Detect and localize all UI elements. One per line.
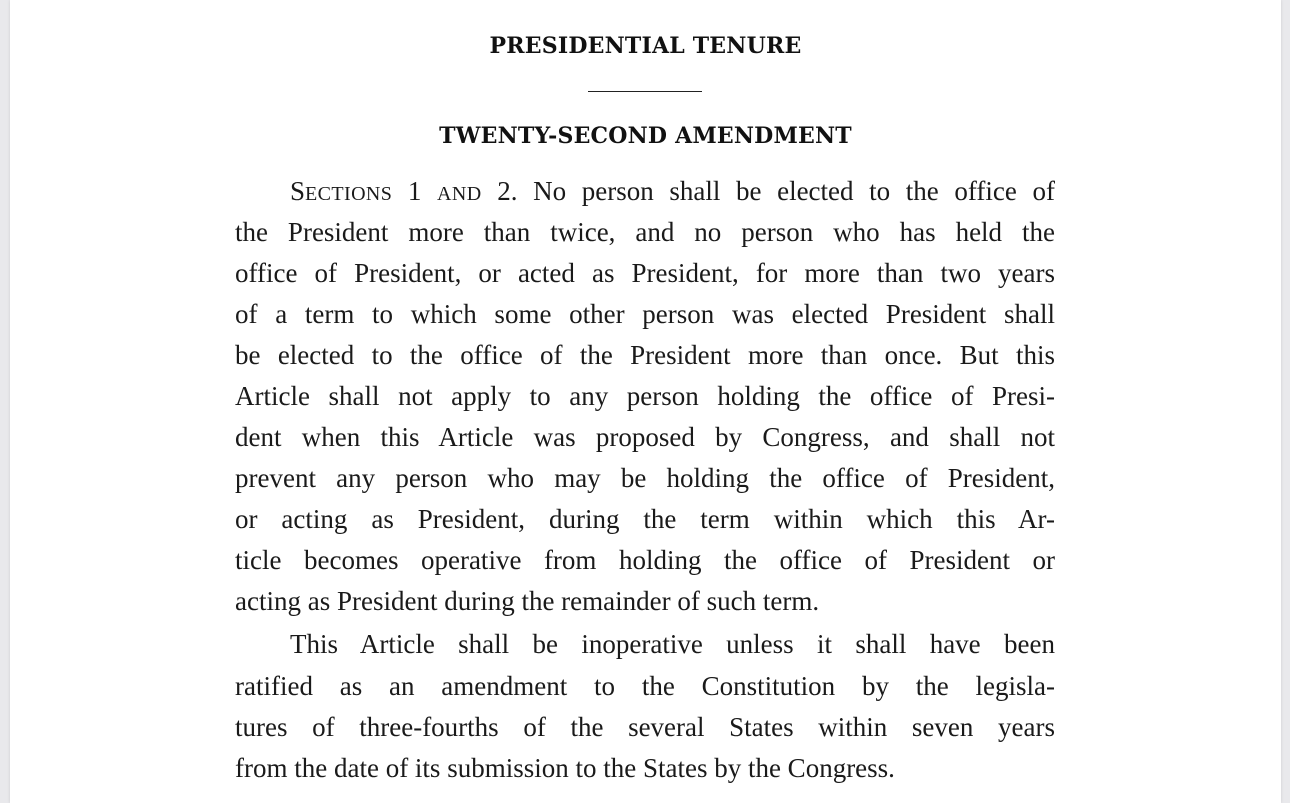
paragraph-1-line-3: office of President, or acted as President, for more than two years	[235, 258, 1055, 288]
paragraph-1-line-8: prevent any person who may be holding the office of President,	[235, 463, 1055, 493]
section-label-and: AND	[437, 183, 482, 205]
paragraph-1-line-9: or acting as President, during the term within which this Ar-	[235, 504, 1055, 534]
paragraph-1-line-5: be elected to the office of the President more than once. But this	[235, 340, 1055, 370]
section-label-rest: ECTIONS	[305, 183, 393, 205]
page-title: PRESIDENTIAL TENURE	[489, 33, 802, 59]
amendment-heading: TWENTY-SECOND AMENDMENT	[439, 123, 852, 149]
title-divider	[588, 91, 702, 92]
paragraph-2-line-4: from the date of its submission to the States by the Congress.	[235, 753, 895, 783]
paragraph-2-line-3: tures of three-fourths of the several States within seven years	[235, 712, 1055, 742]
section-label-initial: S	[290, 176, 306, 206]
paragraph-1-line-10: ticle becomes operative from holding the office of President or	[235, 545, 1055, 575]
paragraph-1-line-4: of a term to which some other person was elected President shall	[235, 299, 1055, 329]
section-number-2: 2.	[481, 176, 518, 206]
paragraph-1-line-1	[235, 176, 1055, 209]
section-number-1: 1	[392, 176, 438, 206]
paragraph-1-line-7: dent when this Article was proposed by Congress, and shall not	[235, 422, 1055, 452]
paragraph-2-line-2: ratified as an amendment to the Constitution by the legisla-	[235, 671, 1055, 701]
paragraph-1-line-2: the President more than twice, and no person who has held the	[235, 217, 1055, 247]
paragraph-1-line-1-text: No person shall be elected to the office of	[517, 176, 1056, 206]
paragraph-2-line-1: This Article shall be inoperative unless it shall have been	[290, 629, 1055, 659]
paragraph-1-line-6: Article shall not apply to any person holding the office of Presi-	[235, 381, 1055, 411]
document-page	[10, 0, 1281, 803]
paragraph-1-line-11: acting as President during the remainder of such term.	[235, 586, 820, 616]
